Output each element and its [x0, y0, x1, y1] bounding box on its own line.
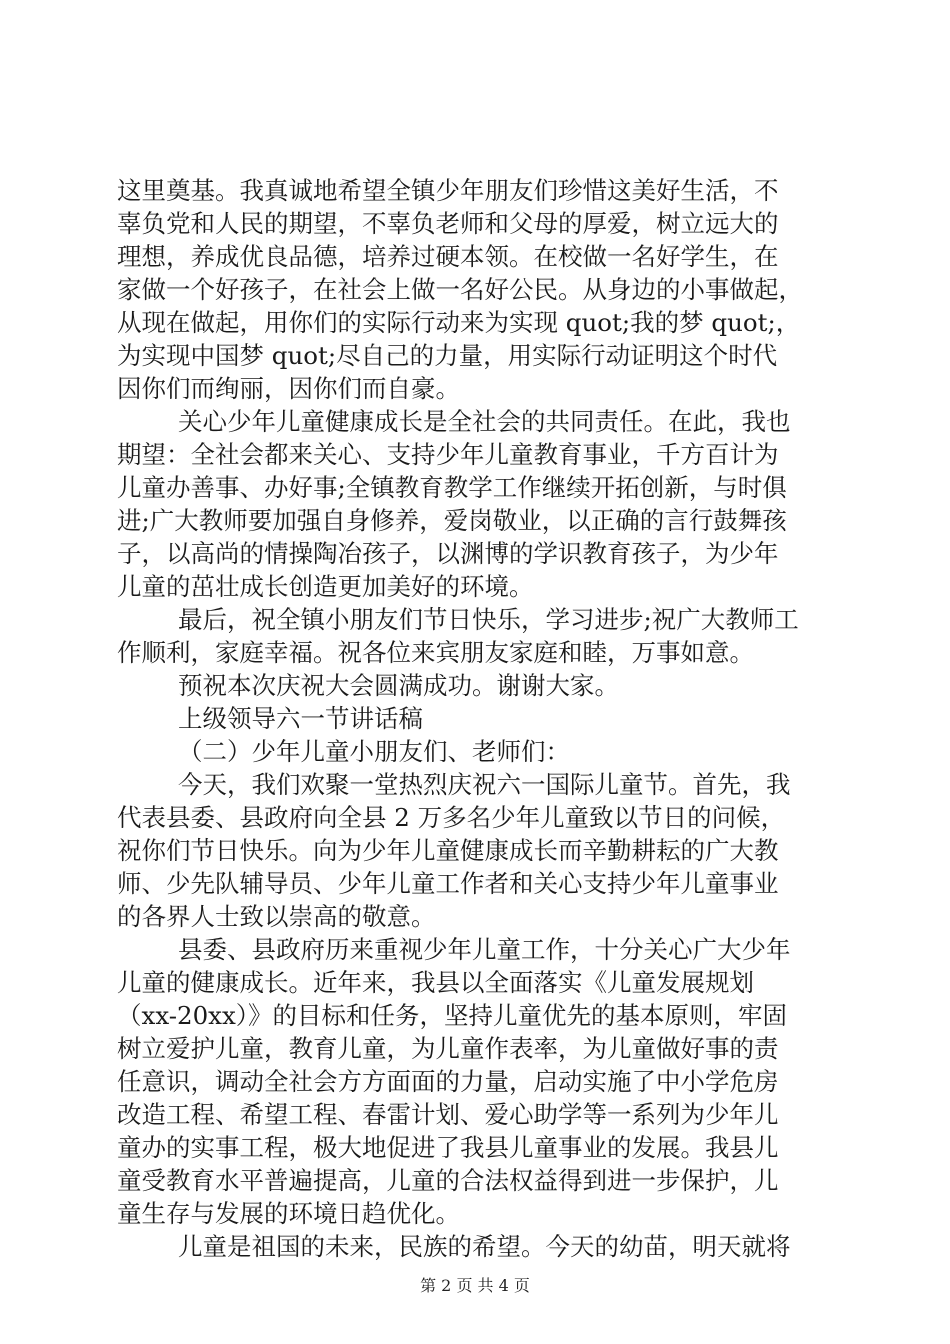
- text-line: 祝你们节日快乐。向为少年儿童健康成长而辛勤耕耘的广大教: [117, 836, 779, 865]
- text-line: 童受教育水平普遍提高，儿童的合法权益得到进一步保护，儿: [117, 1166, 779, 1195]
- text-line: 这里奠基。我真诚地希望全镇少年朋友们珍惜这美好生活，不: [117, 176, 779, 205]
- text-line: 的各界人士致以崇高的敬意。: [117, 902, 436, 931]
- text-line: 今天，我们欢聚一堂热烈庆祝六一国际儿童节。首先，我: [178, 770, 791, 799]
- text-line: 期望：全社会都来关心、支持少年儿童教育事业，千方百计为: [117, 440, 779, 469]
- text-line: 童办的实事工程，极大地促进了我县儿童事业的发展。我县儿: [117, 1133, 779, 1162]
- text-line: 树立爱护儿童，教育儿童，为儿童作表率，为儿童做好事的责: [117, 1034, 779, 1063]
- text-line: 为实现中国梦 quot;尽自己的力量，用实际行动证明这个时代: [117, 341, 778, 370]
- text-line: 最后，祝全镇小朋友们节日快乐，学习进步;祝广大教师工: [178, 605, 799, 634]
- text-line: 作顺利，家庭幸福。祝各位来宾朋友家庭和睦，万事如意。: [117, 638, 754, 667]
- text-line: 任意识，调动全社会方方面面的力量，启动实施了中小学危房: [117, 1067, 779, 1096]
- text-line: 儿童的茁壮成长创造更加美好的环境。: [117, 572, 534, 601]
- text-line: 县委、县政府历来重视少年儿童工作，十分关心广大少年: [178, 935, 791, 964]
- salutation-line: （二）少年儿童小朋友们、老师们：: [178, 737, 570, 766]
- text-line: 儿童是祖国的未来，民族的希望。今天的幼苗，明天就将: [178, 1232, 791, 1261]
- text-line: 子，以高尚的情操陶冶孩子，以渊博的学识教育孩子，为少年: [117, 539, 779, 568]
- section-heading: 上级领导六一节讲话稿: [178, 704, 423, 733]
- page-footer: 第 2 页 共 4 页: [420, 1276, 530, 1295]
- text-line: 童生存与发展的环境日趋优化。: [117, 1199, 460, 1228]
- text-line: 进;广大教师要加强自身修养，爱岗敬业，以正确的言行鼓舞孩: [117, 506, 787, 535]
- text-line: （xx-20xx）》的目标和任务，坚持儿童优先的基本原则，牢固: [117, 1001, 788, 1030]
- text-line: 师、少先队辅导员、少年儿童工作者和关心支持少年儿童事业: [117, 869, 779, 898]
- text-line: 从现在做起，用你们的实际行动来为实现 quot;我的梦 quot;，: [117, 308, 801, 337]
- document-body: [117, 174, 837, 1263]
- text-line: 理想，养成优良品德，培养过硬本领。在校做一名好学生，在: [117, 242, 779, 271]
- text-line: 改造工程、希望工程、春雷计划、爱心助学等一系列为少年儿: [117, 1100, 779, 1129]
- text-line: 代表县委、县政府向全县 2 万多名少年儿童致以节日的问候，: [117, 803, 786, 832]
- text-line: 儿童办善事、办好事;全镇教育教学工作继续开拓创新，与时俱: [117, 473, 787, 502]
- text-line: 家做一个好孩子，在社会上做一名好公民。从身边的小事做起，: [117, 275, 803, 304]
- text-line: 关心少年儿童健康成长是全社会的共同责任。在此，我也: [178, 407, 791, 436]
- text-line: 预祝本次庆祝大会圆满成功。谢谢大家。: [178, 671, 619, 700]
- text-line: 儿童的健康成长。近年来，我县以全面落实《儿童发展规划: [117, 968, 754, 997]
- text-line: 辜负党和人民的期望，不辜负老师和父母的厚爱，树立远大的: [117, 209, 779, 238]
- text-line: 因你们而绚丽，因你们而自豪。: [117, 374, 460, 403]
